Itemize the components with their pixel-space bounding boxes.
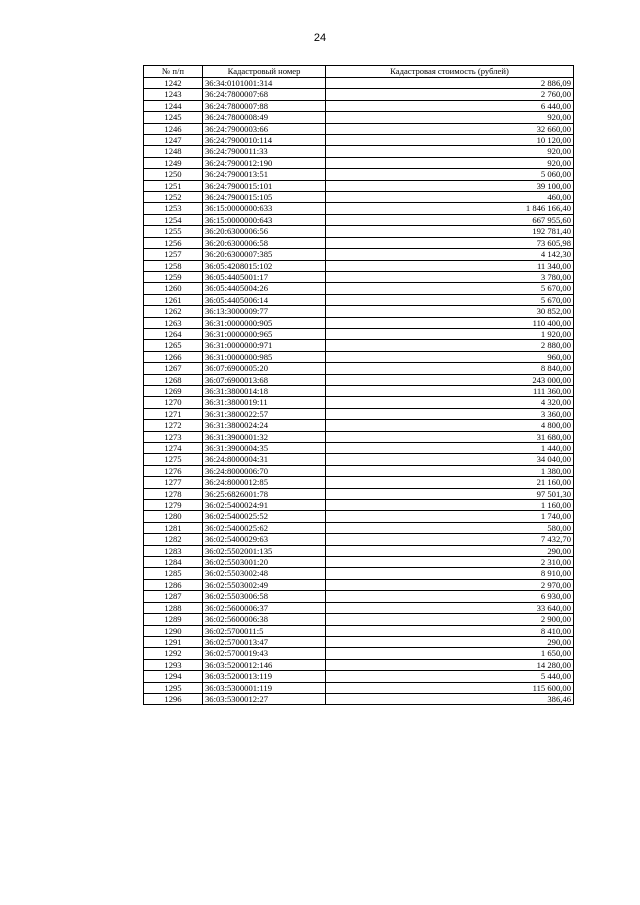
cadastral-number-cell: 36:02:5503001:20 <box>203 557 326 568</box>
table-row <box>144 522 574 533</box>
cadastral-value-cell: 21 160,00 <box>326 477 574 488</box>
table-row <box>144 100 574 111</box>
table-row <box>144 568 574 579</box>
row-number-cell: 1282 <box>144 534 203 545</box>
row-number-cell: 1278 <box>144 488 203 499</box>
row-number-cell: 1267 <box>144 363 203 374</box>
cadastral-value-cell: 1 380,00 <box>326 465 574 476</box>
cadastral-value-cell: 39 100,00 <box>326 180 574 191</box>
row-number-cell: 1286 <box>144 579 203 590</box>
table-row <box>144 237 574 248</box>
table-row <box>144 169 574 180</box>
table-row <box>144 123 574 134</box>
row-number-cell: 1288 <box>144 602 203 613</box>
cadastral-number-cell: 36:31:0000000:965 <box>203 328 326 339</box>
row-number-cell: 1266 <box>144 351 203 362</box>
table-row <box>144 385 574 396</box>
column-header-row-number: № п/п <box>144 66 203 78</box>
table-row <box>144 146 574 157</box>
row-number-cell: 1290 <box>144 625 203 636</box>
table-row <box>144 625 574 636</box>
cadastral-value-cell: 5 440,00 <box>326 671 574 682</box>
cadastral-value-cell: 110 400,00 <box>326 317 574 328</box>
table-row <box>144 545 574 556</box>
cadastral-number-cell: 36:02:5503002:49 <box>203 579 326 590</box>
row-number-cell: 1243 <box>144 89 203 100</box>
cadastral-value-cell: 4 320,00 <box>326 397 574 408</box>
cadastral-value-cell: 8 910,00 <box>326 568 574 579</box>
cadastral-number-cell: 36:20:6300007:385 <box>203 249 326 260</box>
cadastral-number-cell: 36:15:0000000:633 <box>203 203 326 214</box>
cadastral-value-cell: 2 880,00 <box>326 340 574 351</box>
table-row <box>144 511 574 522</box>
row-number-cell: 1274 <box>144 443 203 454</box>
row-number-cell: 1263 <box>144 317 203 328</box>
table-row <box>144 534 574 545</box>
table-row <box>144 317 574 328</box>
row-number-cell: 1264 <box>144 328 203 339</box>
table-row <box>144 557 574 568</box>
row-number-cell: 1254 <box>144 214 203 225</box>
table-row <box>144 363 574 374</box>
cadastral-number-cell: 36:03:5200013:119 <box>203 671 326 682</box>
cadastral-value-cell: 2 900,00 <box>326 614 574 625</box>
row-number-cell: 1246 <box>144 123 203 134</box>
cadastral-number-cell: 36:02:5400025:52 <box>203 511 326 522</box>
cadastral-value-cell: 3 780,00 <box>326 271 574 282</box>
row-number-cell: 1262 <box>144 306 203 317</box>
table-row <box>144 614 574 625</box>
cadastral-number-cell: 36:02:5503002:48 <box>203 568 326 579</box>
cadastral-value-cell: 97 501,30 <box>326 488 574 499</box>
table-row <box>144 89 574 100</box>
cadastral-value-cell: 2 310,00 <box>326 557 574 568</box>
cadastral-value-cell: 34 040,00 <box>326 454 574 465</box>
cadastral-number-cell: 36:24:7900015:101 <box>203 180 326 191</box>
table-row <box>144 500 574 511</box>
cadastral-value-cell: 1 160,00 <box>326 500 574 511</box>
row-number-cell: 1279 <box>144 500 203 511</box>
cadastral-value-cell: 290,00 <box>326 545 574 556</box>
cadastral-number-cell: 36:24:8000004:31 <box>203 454 326 465</box>
table-row <box>144 579 574 590</box>
table-row <box>144 180 574 191</box>
row-number-cell: 1287 <box>144 591 203 602</box>
row-number-cell: 1257 <box>144 249 203 260</box>
row-number-cell: 1291 <box>144 636 203 647</box>
row-number-cell: 1271 <box>144 408 203 419</box>
table-row <box>144 157 574 168</box>
table-row <box>144 340 574 351</box>
cadastral-number-cell: 36:07:6900005:20 <box>203 363 326 374</box>
row-number-cell: 1285 <box>144 568 203 579</box>
cadastral-value-cell: 960,00 <box>326 351 574 362</box>
row-number-cell: 1248 <box>144 146 203 157</box>
table-row <box>144 214 574 225</box>
cadastral-value-cell: 1 920,00 <box>326 328 574 339</box>
cadastral-value-cell: 1 846 166,40 <box>326 203 574 214</box>
cadastral-number-cell: 36:24:7900015:105 <box>203 192 326 203</box>
header-row <box>144 66 574 78</box>
row-number-cell: 1269 <box>144 385 203 396</box>
row-number-cell: 1270 <box>144 397 203 408</box>
cadastral-number-cell: 36:02:5700019:43 <box>203 648 326 659</box>
cadastral-number-cell: 36:31:0000000:971 <box>203 340 326 351</box>
cadastral-value-cell: 73 605,98 <box>326 237 574 248</box>
cadastral-value-cell: 3 360,00 <box>326 408 574 419</box>
table-row <box>144 328 574 339</box>
table-row <box>144 636 574 647</box>
cadastral-number-cell: 36:24:7800007:88 <box>203 100 326 111</box>
cadastral-number-cell: 36:15:0000000:643 <box>203 214 326 225</box>
table-row <box>144 408 574 419</box>
row-number-cell: 1273 <box>144 431 203 442</box>
cadastral-number-cell: 36:31:3800022:57 <box>203 408 326 419</box>
cadastral-value-cell: 115 600,00 <box>326 682 574 693</box>
row-number-cell: 1256 <box>144 237 203 248</box>
cadastral-value-cell: 30 852,00 <box>326 306 574 317</box>
table-row <box>144 260 574 271</box>
row-number-cell: 1253 <box>144 203 203 214</box>
row-number-cell: 1283 <box>144 545 203 556</box>
cadastral-value-cell: 4 142,30 <box>326 249 574 260</box>
cadastral-number-cell: 36:02:5400029:63 <box>203 534 326 545</box>
cadastral-number-cell: 36:02:5700013:47 <box>203 636 326 647</box>
cadastral-number-cell: 36:31:3800019:11 <box>203 397 326 408</box>
row-number-cell: 1276 <box>144 465 203 476</box>
table-row <box>144 659 574 670</box>
row-number-cell: 1255 <box>144 226 203 237</box>
cadastral-value-table <box>143 65 574 705</box>
cadastral-number-cell: 36:31:3900004:35 <box>203 443 326 454</box>
table-row <box>144 465 574 476</box>
table-row <box>144 397 574 408</box>
cadastral-number-cell: 36:05:4208015:102 <box>203 260 326 271</box>
cadastral-number-cell: 36:02:5600006:38 <box>203 614 326 625</box>
cadastral-value-cell: 2 886,09 <box>326 78 574 89</box>
table-row <box>144 226 574 237</box>
cadastral-value-cell: 32 660,00 <box>326 123 574 134</box>
cadastral-value-cell: 6 440,00 <box>326 100 574 111</box>
cadastral-value-cell: 4 800,00 <box>326 420 574 431</box>
cadastral-value-cell: 290,00 <box>326 636 574 647</box>
cadastral-value-cell: 920,00 <box>326 112 574 123</box>
cadastral-number-cell: 36:31:3800024:24 <box>203 420 326 431</box>
cadastral-value-cell: 2 970,00 <box>326 579 574 590</box>
cadastral-number-cell: 36:02:5502001:135 <box>203 545 326 556</box>
cadastral-number-cell: 36:25:6826001:78 <box>203 488 326 499</box>
cadastral-value-cell: 1 440,00 <box>326 443 574 454</box>
cadastral-value-cell: 920,00 <box>326 146 574 157</box>
cadastral-number-cell: 36:24:7900013:51 <box>203 169 326 180</box>
cadastral-value-cell: 5 670,00 <box>326 283 574 294</box>
row-number-cell: 1296 <box>144 693 203 704</box>
cadastral-value-cell: 11 340,00 <box>326 260 574 271</box>
row-number-cell: 1258 <box>144 260 203 271</box>
table-row <box>144 112 574 123</box>
cadastral-value-cell: 10 120,00 <box>326 135 574 146</box>
table-row <box>144 648 574 659</box>
column-header-cadastral-value: Кадастровая стоимость (рублей) <box>326 66 574 78</box>
row-number-cell: 1280 <box>144 511 203 522</box>
row-number-cell: 1294 <box>144 671 203 682</box>
cadastral-number-cell: 36:24:7900010:114 <box>203 135 326 146</box>
cadastral-value-cell: 667 955,60 <box>326 214 574 225</box>
row-number-cell: 1277 <box>144 477 203 488</box>
table-row <box>144 693 574 704</box>
table-header <box>144 66 574 78</box>
cadastral-value-cell: 5 670,00 <box>326 294 574 305</box>
cadastral-value-cell: 33 640,00 <box>326 602 574 613</box>
cadastral-value-cell: 460,00 <box>326 192 574 203</box>
row-number-cell: 1295 <box>144 682 203 693</box>
table-row <box>144 374 574 385</box>
row-number-cell: 1250 <box>144 169 203 180</box>
table-row <box>144 443 574 454</box>
table-row <box>144 431 574 442</box>
cadastral-value-cell: 192 781,40 <box>326 226 574 237</box>
row-number-cell: 1252 <box>144 192 203 203</box>
table-row <box>144 271 574 282</box>
row-number-cell: 1265 <box>144 340 203 351</box>
cadastral-number-cell: 36:02:5503006:58 <box>203 591 326 602</box>
cadastral-number-cell: 36:03:5200012:146 <box>203 659 326 670</box>
row-number-cell: 1289 <box>144 614 203 625</box>
cadastral-number-cell: 36:24:7900003:66 <box>203 123 326 134</box>
table-row <box>144 591 574 602</box>
table-row <box>144 351 574 362</box>
page-number: 24 <box>313 32 327 44</box>
cadastral-number-cell: 36:24:7900011:33 <box>203 146 326 157</box>
cadastral-value-cell: 111 360,00 <box>326 385 574 396</box>
cadastral-number-cell: 36:31:0000000:905 <box>203 317 326 328</box>
table-row <box>144 135 574 146</box>
cadastral-number-cell: 36:05:4405004:26 <box>203 283 326 294</box>
cadastral-number-cell: 36:24:7800007:68 <box>203 89 326 100</box>
cadastral-number-cell: 36:07:6900013:68 <box>203 374 326 385</box>
row-number-cell: 1261 <box>144 294 203 305</box>
cadastral-number-cell: 36:02:5400025:62 <box>203 522 326 533</box>
cadastral-value-cell: 14 280,00 <box>326 659 574 670</box>
table-row <box>144 671 574 682</box>
row-number-cell: 1242 <box>144 78 203 89</box>
cadastral-value-cell: 2 760,00 <box>326 89 574 100</box>
cadastral-value-cell: 8 410,00 <box>326 625 574 636</box>
table-row <box>144 682 574 693</box>
cadastral-value-cell: 580,00 <box>326 522 574 533</box>
row-number-cell: 1244 <box>144 100 203 111</box>
cadastral-number-cell: 36:31:0000000:985 <box>203 351 326 362</box>
table-row <box>144 283 574 294</box>
cadastral-value-cell: 920,00 <box>326 157 574 168</box>
cadastral-number-cell: 36:31:3800014:18 <box>203 385 326 396</box>
table-row <box>144 249 574 260</box>
table-row <box>144 306 574 317</box>
row-number-cell: 1292 <box>144 648 203 659</box>
table-row <box>144 454 574 465</box>
cadastral-number-cell: 36:24:7900012:190 <box>203 157 326 168</box>
cadastral-number-cell: 36:05:4405001:17 <box>203 271 326 282</box>
row-number-cell: 1259 <box>144 271 203 282</box>
cadastral-value-cell: 1 740,00 <box>326 511 574 522</box>
table-body <box>144 78 574 705</box>
cadastral-value-cell: 5 060,00 <box>326 169 574 180</box>
table-row <box>144 294 574 305</box>
row-number-cell: 1247 <box>144 135 203 146</box>
table-row <box>144 203 574 214</box>
row-number-cell: 1275 <box>144 454 203 465</box>
cadastral-number-cell: 36:24:7800008:49 <box>203 112 326 123</box>
row-number-cell: 1272 <box>144 420 203 431</box>
table-row <box>144 488 574 499</box>
row-number-cell: 1251 <box>144 180 203 191</box>
cadastral-number-cell: 36:13:3000009:77 <box>203 306 326 317</box>
cadastral-value-cell: 243 000,00 <box>326 374 574 385</box>
table-row <box>144 192 574 203</box>
cadastral-value-cell: 8 840,00 <box>326 363 574 374</box>
cadastral-number-cell: 36:24:8000012:85 <box>203 477 326 488</box>
cadastral-value-cell: 7 432,70 <box>326 534 574 545</box>
cadastral-number-cell: 36:31:3900001:32 <box>203 431 326 442</box>
cadastral-value-cell: 386,46 <box>326 693 574 704</box>
cadastral-value-cell: 31 680,00 <box>326 431 574 442</box>
row-number-cell: 1293 <box>144 659 203 670</box>
row-number-cell: 1260 <box>144 283 203 294</box>
table-row <box>144 602 574 613</box>
cadastral-number-cell: 36:02:5700011:5 <box>203 625 326 636</box>
cadastral-number-cell: 36:03:5300012:27 <box>203 693 326 704</box>
row-number-cell: 1281 <box>144 522 203 533</box>
cadastral-number-cell: 36:20:6300006:56 <box>203 226 326 237</box>
cadastral-number-cell: 36:05:4405006:14 <box>203 294 326 305</box>
column-header-cadastral-number: Кадастровый номер <box>203 66 326 78</box>
cadastral-number-cell: 36:02:5400024:91 <box>203 500 326 511</box>
cadastral-value-cell: 6 930,00 <box>326 591 574 602</box>
table-row <box>144 420 574 431</box>
row-number-cell: 1245 <box>144 112 203 123</box>
cadastral-number-cell: 36:20:6300006:58 <box>203 237 326 248</box>
cadastral-number-cell: 36:24:8000006:70 <box>203 465 326 476</box>
table-row <box>144 78 574 89</box>
row-number-cell: 1284 <box>144 557 203 568</box>
cadastral-number-cell: 36:02:5600006:37 <box>203 602 326 613</box>
cadastral-number-cell: 36:34:0101001:314 <box>203 78 326 89</box>
cadastral-value-cell: 1 650,00 <box>326 648 574 659</box>
row-number-cell: 1268 <box>144 374 203 385</box>
cadastral-number-cell: 36:03:5300001:119 <box>203 682 326 693</box>
table-row <box>144 477 574 488</box>
row-number-cell: 1249 <box>144 157 203 168</box>
